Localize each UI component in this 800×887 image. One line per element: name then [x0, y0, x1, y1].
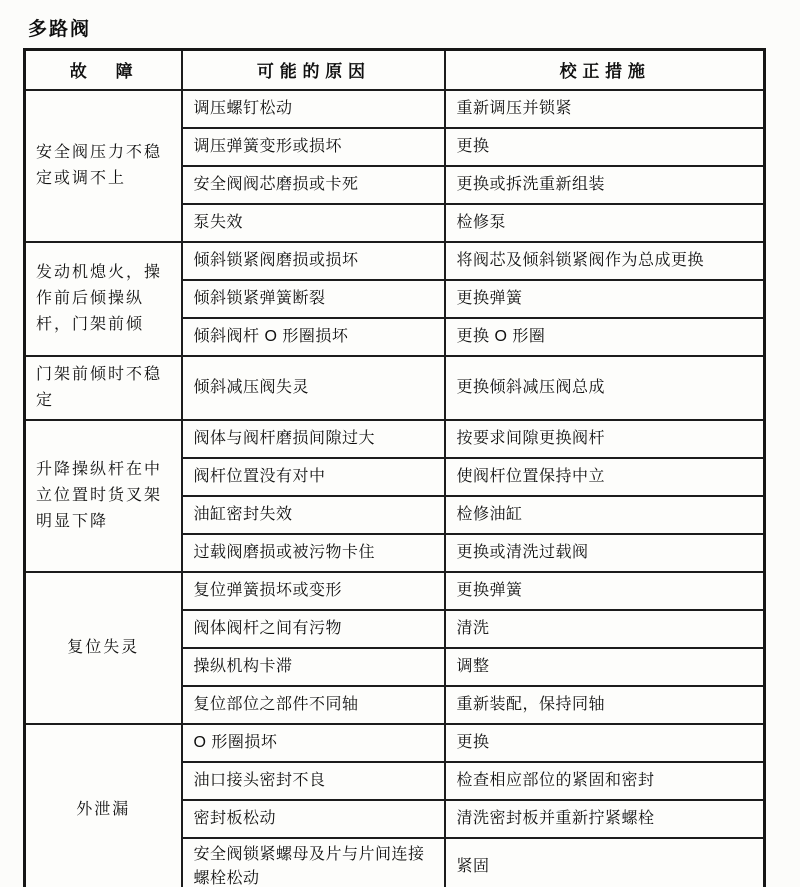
- action-cell: 检查相应部位的紧固和密封: [445, 762, 765, 800]
- cause-cell: 安全阀阀芯磨损或卡死: [182, 166, 445, 204]
- fault-cell: 门架前倾时不稳定: [25, 356, 182, 420]
- table-row: [25, 572, 765, 610]
- cause-cell: 阀杆位置没有对中: [182, 458, 445, 496]
- action-cell: 清洗密封板并重新拧紧螺栓: [445, 800, 765, 838]
- action-cell: 更换: [445, 724, 765, 762]
- cause-cell: 油口接头密封不良: [182, 762, 445, 800]
- action-cell: 检修油缸: [445, 496, 765, 534]
- col-action-header: 校正措施: [445, 50, 765, 90]
- fault-cell: 升降操纵杆在中立位置时货叉架明显下降: [25, 420, 182, 572]
- action-cell: 检修泵: [445, 204, 765, 242]
- action-cell: 重新装配，保持同轴: [445, 686, 765, 724]
- action-cell: 按要求间隙更换阀杆: [445, 420, 765, 458]
- cause-cell: 倾斜减压阀失灵: [182, 356, 445, 420]
- action-cell: 更换 O 形圈: [445, 318, 765, 356]
- fault-cell: 发动机熄火，操作前后倾操纵杆，门架前倾: [25, 242, 182, 356]
- table-row: [25, 420, 765, 458]
- action-cell: 更换弹簧: [445, 280, 765, 318]
- table-row: [25, 90, 765, 128]
- action-cell: 更换: [445, 128, 765, 166]
- cause-cell: 倾斜锁紧弹簧断裂: [182, 280, 445, 318]
- cause-cell: 阀体与阀杆磨损间隙过大: [182, 420, 445, 458]
- cause-cell: 安全阀锁紧螺母及片与片间连接螺栓松动: [182, 838, 445, 887]
- page-title: 多路阀: [28, 19, 92, 40]
- header-row: [25, 50, 765, 90]
- cause-cell: 倾斜阀杆 O 形圈损坏: [182, 318, 445, 356]
- action-cell: 更换弹簧: [445, 572, 765, 610]
- action-cell: 重新调压并锁紧: [445, 90, 765, 128]
- cause-cell: 泵失效: [182, 204, 445, 242]
- col-fault-header: 故障: [25, 50, 182, 90]
- action-cell: 更换或拆洗重新组装: [445, 166, 765, 204]
- table-row: [25, 724, 765, 762]
- action-cell: 调整: [445, 648, 765, 686]
- cause-cell: 复位弹簧损坏或变形: [182, 572, 445, 610]
- cause-cell: 调压弹簧变形或损坏: [182, 128, 445, 166]
- action-cell: 将阀芯及倾斜锁紧阀作为总成更换: [445, 242, 765, 280]
- cause-cell: O 形圈损坏: [182, 724, 445, 762]
- table-row: [25, 356, 765, 420]
- cause-cell: 调压螺钉松动: [182, 90, 445, 128]
- table-row: [25, 242, 765, 280]
- action-cell: 更换或清洗过载阀: [445, 534, 765, 572]
- action-cell: 紧固: [445, 838, 765, 887]
- cause-cell: 密封板松动: [182, 800, 445, 838]
- cause-cell: 倾斜锁紧阀磨损或损坏: [182, 242, 445, 280]
- table-body: [25, 90, 765, 887]
- cause-cell: 过载阀磨损或被污物卡住: [182, 534, 445, 572]
- fault-cell: 安全阀压力不稳定或调不上: [25, 90, 182, 242]
- cause-cell: 油缸密封失效: [182, 496, 445, 534]
- action-cell: 更换倾斜减压阀总成: [445, 356, 765, 420]
- fault-cell: 外泄漏: [25, 724, 182, 887]
- cause-cell: 阀体阀杆之间有污物: [182, 610, 445, 648]
- cause-cell: 操纵机构卡滞: [182, 648, 445, 686]
- troubleshooting-table: [23, 48, 766, 887]
- action-cell: 清洗: [445, 610, 765, 648]
- col-cause-header: 可能的原因: [182, 50, 445, 90]
- fault-cell: 复位失灵: [25, 572, 182, 724]
- cause-cell: 复位部位之部件不同轴: [182, 686, 445, 724]
- action-cell: 使阀杆位置保持中立: [445, 458, 765, 496]
